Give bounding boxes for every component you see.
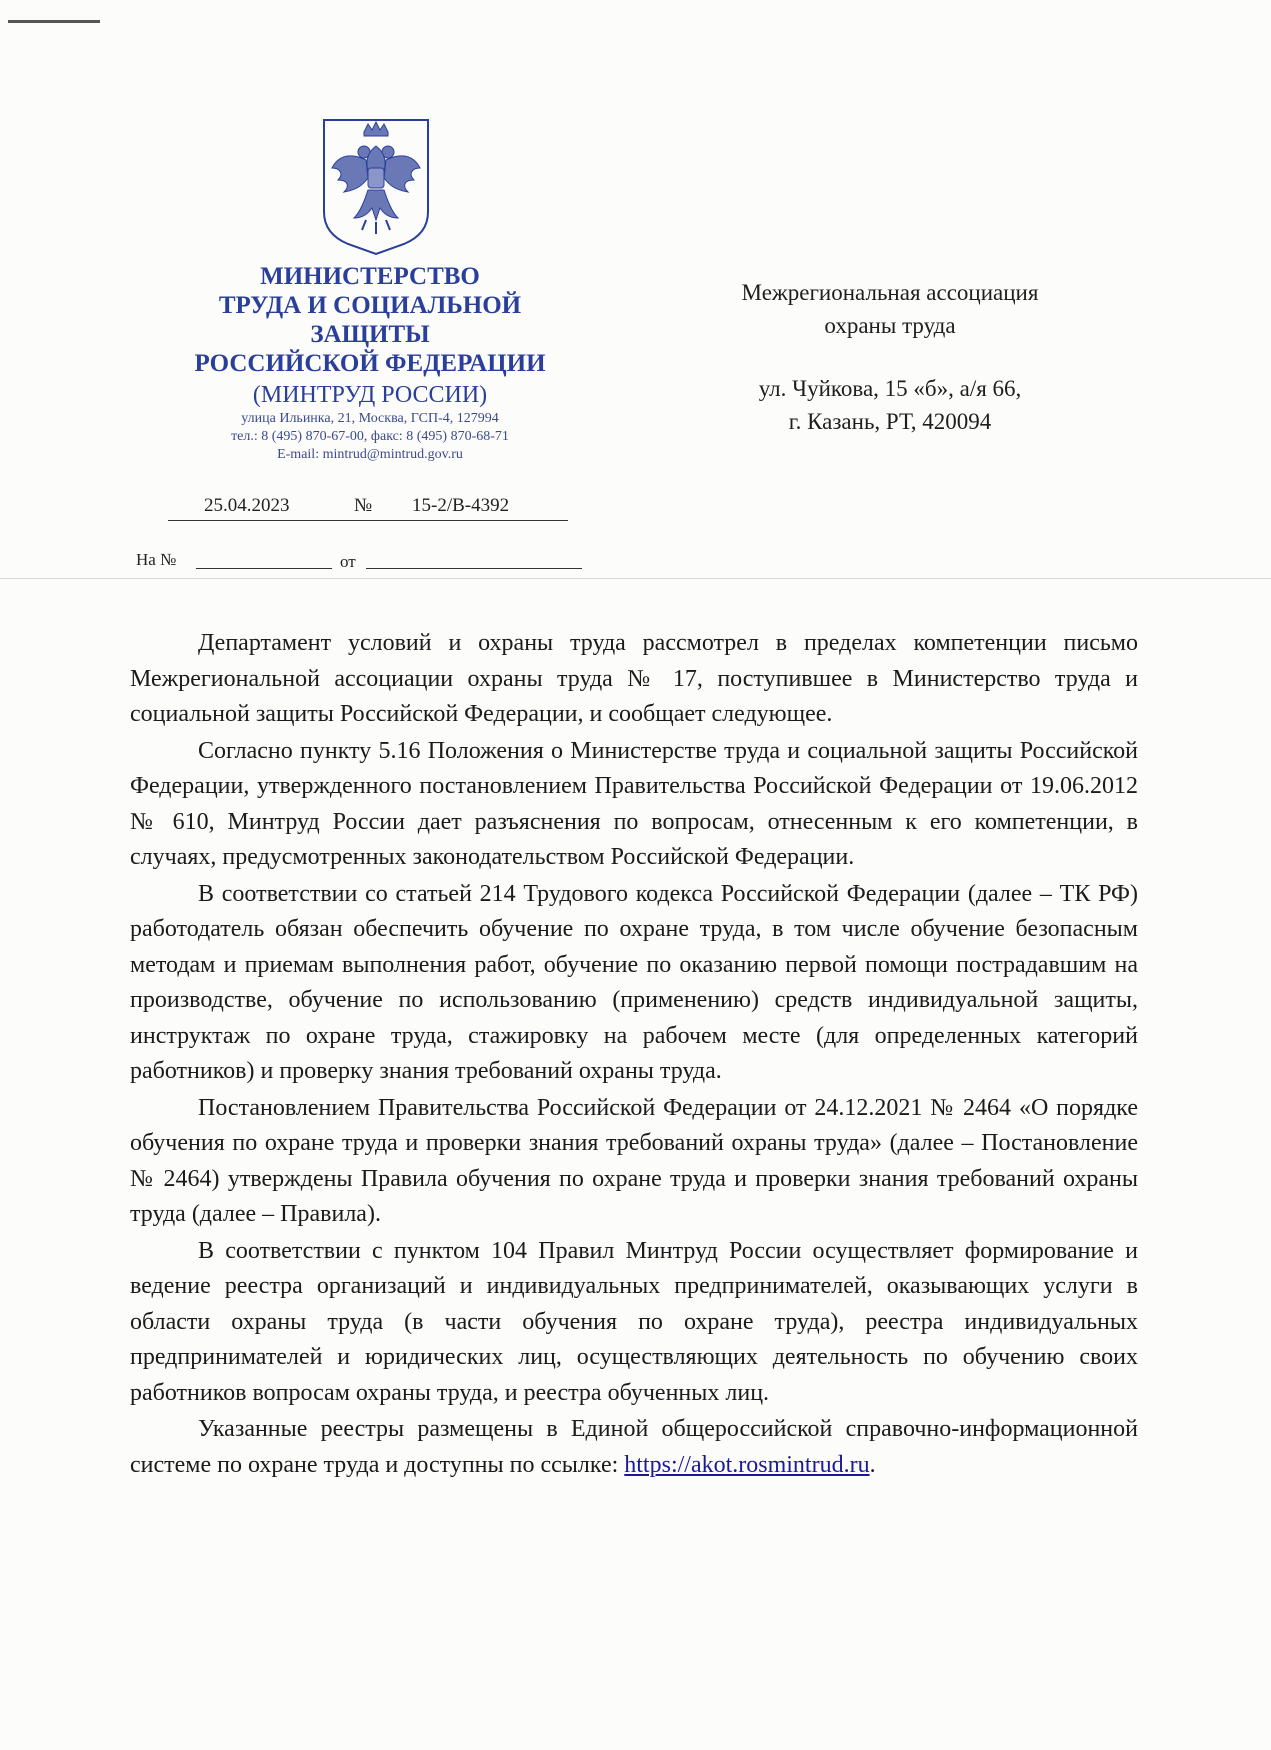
letter-body: [130, 626, 1138, 1483]
ministry-email: E-mail: mintrud@mintrud.gov.ru: [277, 447, 463, 462]
fold-line: [0, 578, 1271, 579]
ministry-name-line: ЗАЩИТЫ: [310, 321, 430, 348]
recipient-address: ул. Чуйкова, 15 «б», а/я 66,: [758, 376, 1022, 401]
registration-line: [168, 492, 568, 521]
ministry-name-line: МИНИСТЕРСТВО: [260, 263, 480, 290]
ministry-short-name: (МИНТРУД РОССИИ): [252, 382, 488, 408]
ministry-name-line: РОССИЙСКОЙ ФЕДЕРАЦИИ: [194, 350, 546, 377]
recipient-block: [680, 276, 1100, 438]
ministry-header: [140, 262, 600, 464]
final-paragraph-end: .: [869, 1451, 876, 1478]
scan-mark: [8, 20, 100, 23]
body-paragraph: В соответствии с пунктом 104 Правил Минтруд России осуществляет формирование и ведение реестра организаций и индивидуальных предпринимателей, оказывающих услуги в области охраны труда (в части обучения по охране труда), реестра индивидуальных предпринимателей и юридических лиц, осуществляющих деятельность по обучению своих работников вопросам охраны труда, и реестра обученных лиц.: [130, 1237, 1138, 1406]
double-headed-eagle-emblem-icon: [316, 116, 436, 256]
reference-date-blank: [366, 548, 582, 569]
registry-link[interactable]: https://akot.rosmintrud.ru: [624, 1451, 870, 1478]
body-paragraph: Согласно пункту 5.16 Положения о Министерстве труда и социальной защиты Российской Федерации, утвержденного постановлением Правительства Российской Федерации от 19.06.2012 № 610, Минтруд России дает разъяснения по вопросам, отнесенным к его компетенции, в случаях, предусмотренных законодательством Российской Федерации.: [130, 737, 1138, 870]
ministry-name-line: ТРУДА И СОЦИАЛЬНОЙ: [218, 292, 522, 319]
body-paragraph-final: [130, 1412, 1138, 1483]
body-paragraph: Постановлением Правительства Российской Федерации от 24.12.2021 № 2464 «О порядке обучения по охране труда и проверки знания требований охраны труда» (далее – Постановление № 2464) утверждены Правила обучения по охране труда и проверки знания требований охраны труда (далее – Правила).: [130, 1094, 1138, 1227]
recipient-name: Межрегиональная ассоциация: [741, 280, 1039, 305]
reference-from-label: от: [340, 552, 356, 571]
ministry-address: улица Ильинка, 21, Москва, ГСП-4, 127994: [241, 411, 499, 426]
recipient-name: охраны труда: [824, 313, 956, 338]
recipient-address: г. Казань, РТ, 420094: [788, 409, 992, 434]
number-sign: №: [354, 495, 373, 516]
reference-line: [136, 548, 586, 572]
final-paragraph-text: Указанные реестры размещены в Единой общероссийской справочно-информационной системе по охране труда и доступны по ссылке:: [130, 1416, 1138, 1478]
letter-number: 15-2/В-4392: [412, 495, 510, 516]
letter-date: 25.04.2023: [204, 495, 290, 516]
reference-label: На №: [136, 550, 177, 569]
body-paragraph: Департамент условий и охраны труда рассмотрел в пределах компетенции письмо Межрегиональной ассоциации охраны труда № 17, поступившее в Министерство труда и социальной защиты Российской Федерации, и сообщает следующее.: [130, 630, 1138, 727]
ministry-phone-fax: тел.: 8 (495) 870-67-00, факс: 8 (495) 870-68-71: [231, 429, 509, 444]
body-paragraph: В соответствии со статьей 214 Трудового кодекса Российской Федерации (далее – ТК РФ) работодатель обязан обеспечить обучение по охране труда, в том числе обучение безопасным методам и приемам выполнения работ, обучение по оказанию первой помощи пострадавшим на производстве, обучение по использованию (применению) средств индивидуальной защиты, инструктаж по охране труда, стажировку на рабочем месте (для определенных категорий работников) и проверку знания требований охраны труда.: [130, 880, 1138, 1084]
reference-number-blank: [196, 548, 332, 569]
